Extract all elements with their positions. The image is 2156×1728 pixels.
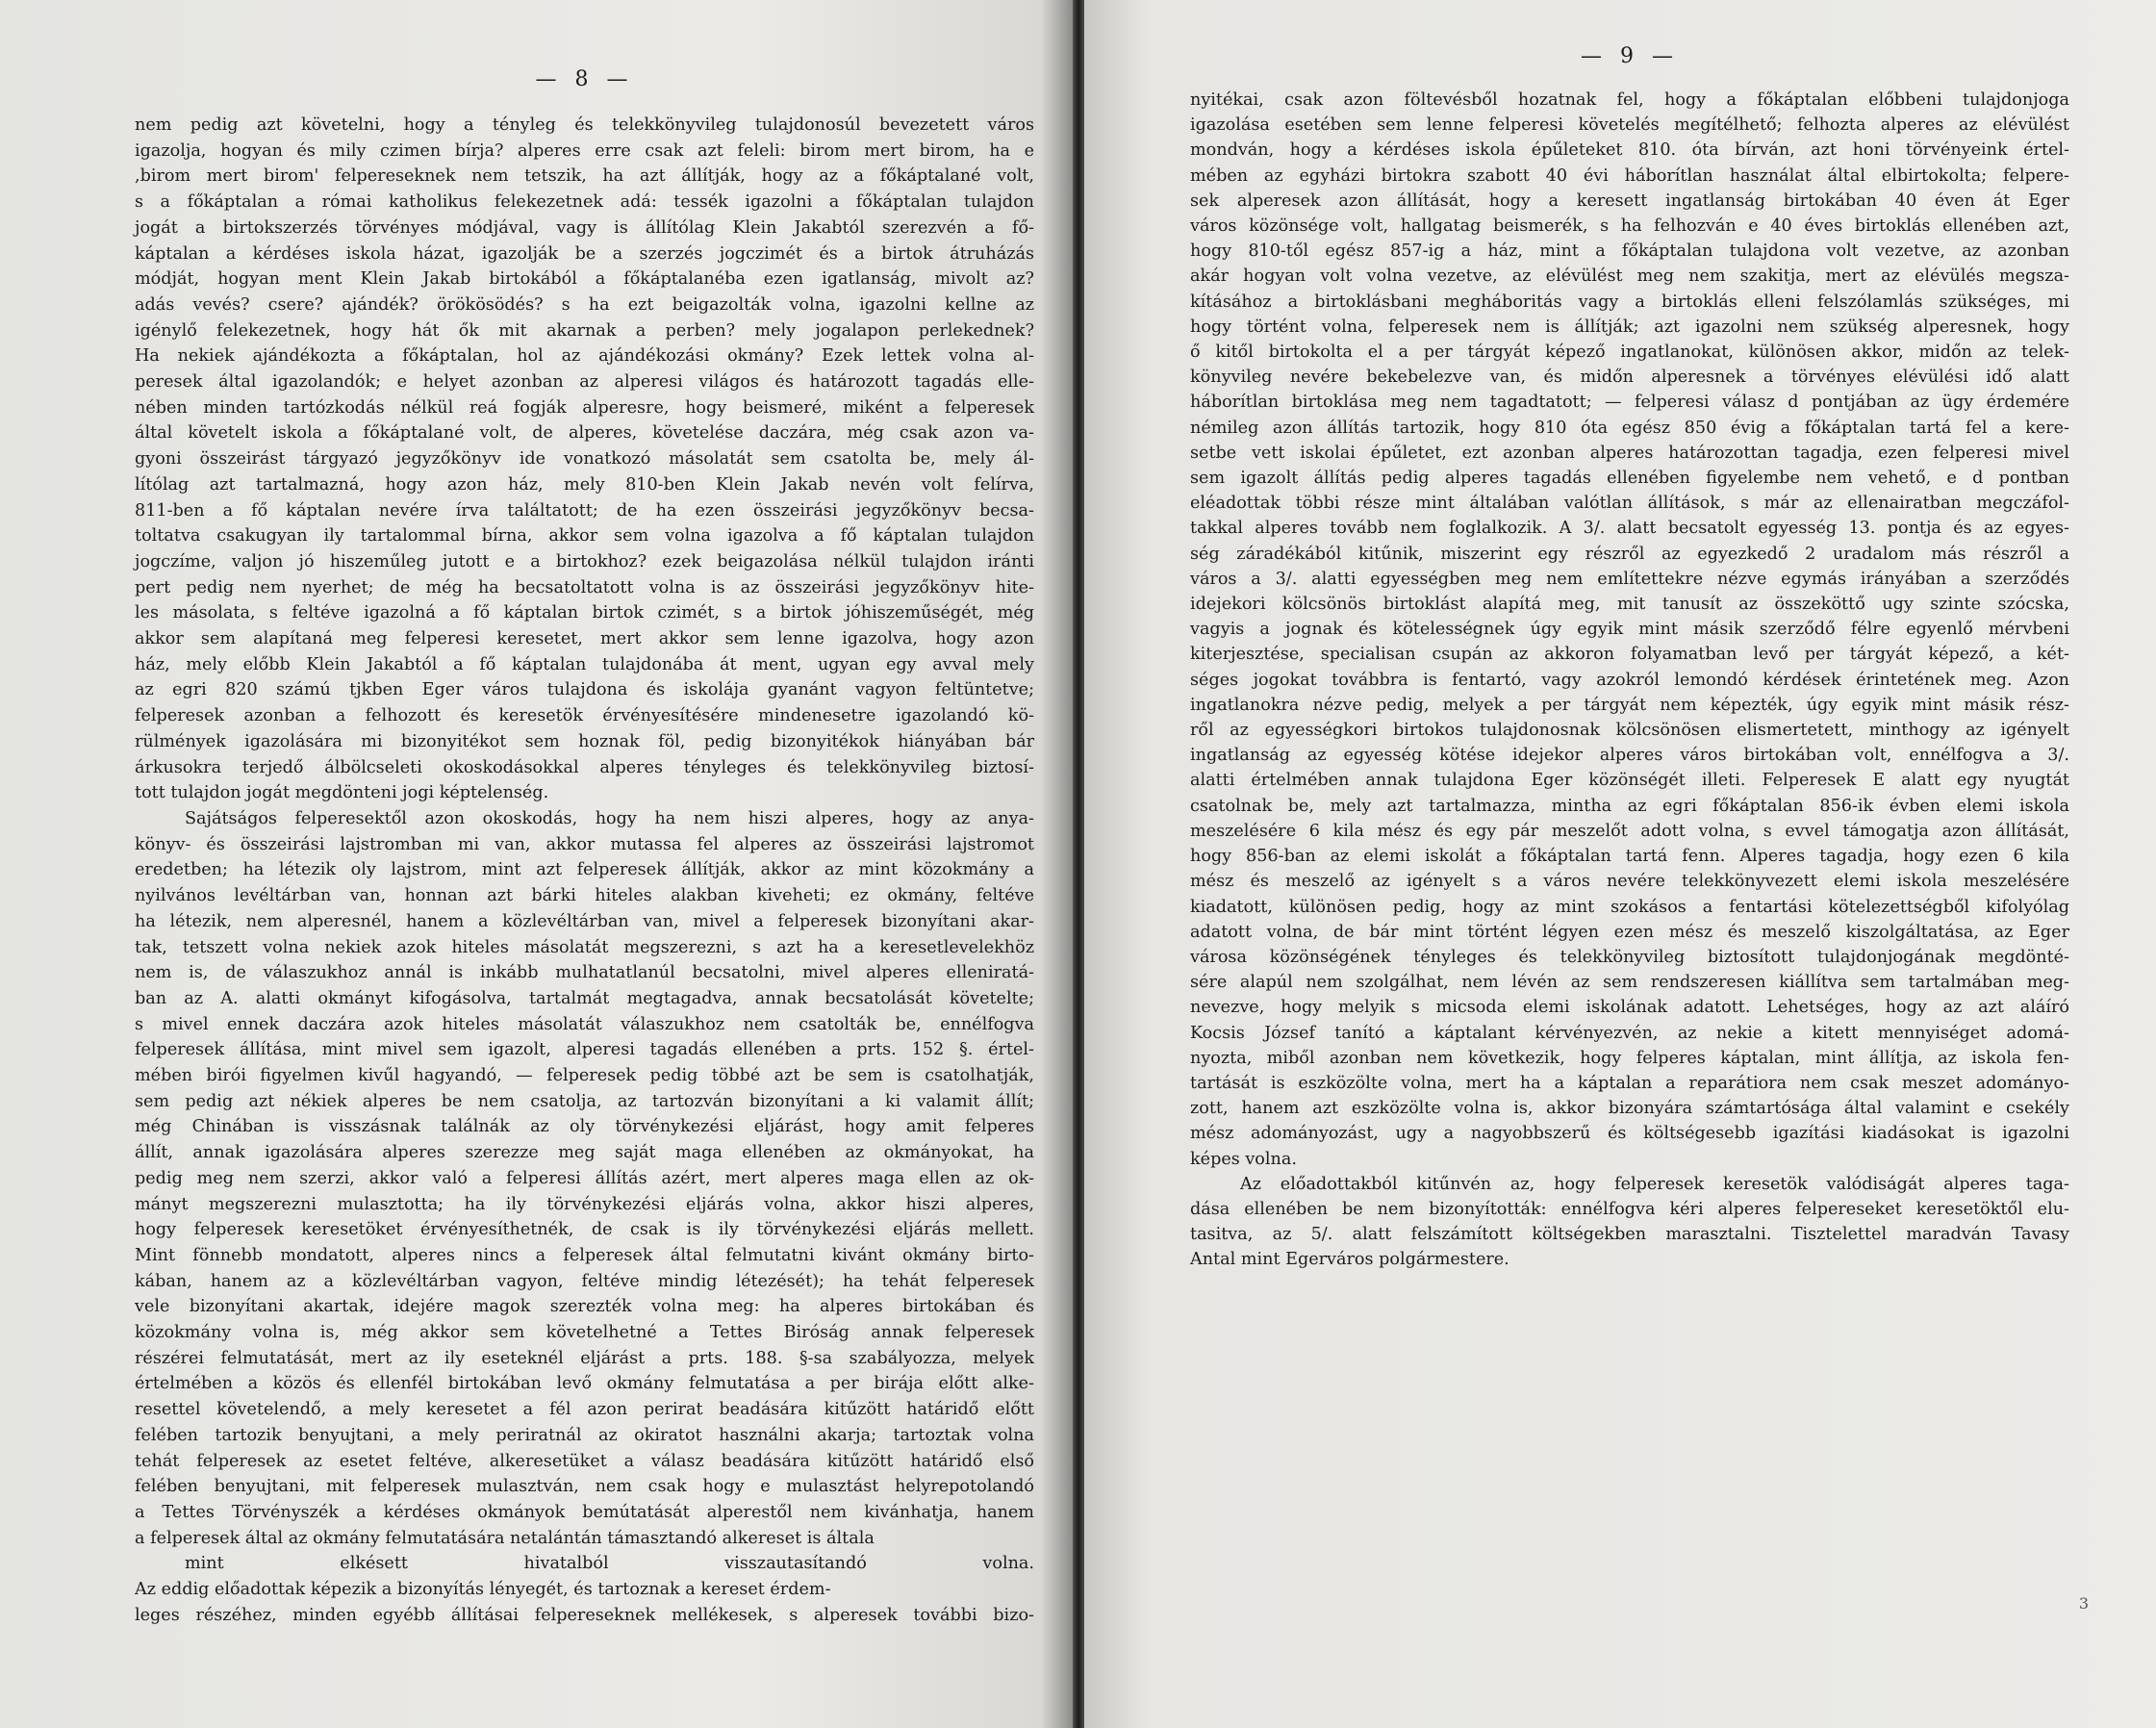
text-line: rülmények igazolására mi bizonyitékot sem hoznak föl, pedig bizonyitékok hiányában bár xyxy=(135,731,1034,751)
text-line: vele bizonyítani akartak, idejére magok szerezték volna meg: ha alperes birtokában és xyxy=(135,1297,1034,1317)
text-line: igénylő felekezetnek, hogy hát ők mit akarnak a perben? mely jogalapon perlekednek? xyxy=(135,320,1034,341)
text-line: sem igazolt állítás pedig alperes tagadás ellenében figyelembe nem vehető, e d pontban xyxy=(1190,469,2069,489)
text-line: mint elkésett hivatalból visszautasítandó volna. xyxy=(185,1554,1034,1574)
text-line: kában, hanem az a közlevéltárban vagyon, feltéve mindig létezését); ha tehát felperesek xyxy=(135,1271,1034,1291)
text-line: Mint fönnebb mondatott, alperes nincs a felperesek által felmutatni kivánt okmány birto- xyxy=(135,1245,1034,1265)
text-line: nyilvános levéltárban van, honnan azt bárki hiteles alakban kiveheti; ez okmány, feltéve xyxy=(135,886,1034,906)
text-line: akkor sem alapítaná meg felperesi keresetet, mert akkor sem lenne igazolva, hogy azon xyxy=(135,629,1034,649)
text-line: nevezve, hogy melyik s micsoda elemi iskolának adatott. Lehetséges, hogy az azt aláíró xyxy=(1190,998,2069,1018)
text-line: felperesek azonban a felhozott és keresetök érvényesítésére mindenesetre igazolandó kö- xyxy=(135,706,1034,726)
text-line: tartását is eszközölte volna, mert ha a káptalan a reparátiora nem csak meszet adományo- xyxy=(1190,1073,2069,1093)
right-page-text xyxy=(1190,88,2069,1273)
text-line: sek alperesek azon állítását, hogy a keresett ingatlanság birtokában 40 éven át Eger xyxy=(1190,191,2069,211)
text-line: kiterjesztése, specialisan csupán az akkoron folyamatban levő per tárgyát képező, a két- xyxy=(1190,645,2069,665)
text-line: mész adományozást, ugy a nagyobbszerű és költségesebb igazítási kiadásokat is igazolni xyxy=(1190,1124,2069,1144)
left-page xyxy=(0,0,1073,1728)
text-line: hogy történt volna, felperesek nem is állítják; azt igazolni nem szükség alperesnek, hogy xyxy=(1190,317,2069,337)
text-line: zott, hanem azt eszközölte volna is, akkor bizonyára számtartósága által valamint e csekély xyxy=(1190,1099,2069,1119)
text-line: hogy 810-től egész 857-ig a ház, mint a főkáptalan tulajdona volt vezetve, az azonban xyxy=(1190,241,2069,262)
text-line: képes volna. xyxy=(1190,1149,1297,1169)
text-line: igazolása esetében sem lenne felperesi követelés megítélhető; felhozta alperes az elévülést xyxy=(1190,115,2069,136)
text-line: sem pedig azt nékiek alperes be nem csatolja, az tartozván bizonyítani a ki valamit állít; xyxy=(135,1091,1034,1111)
page-number-right: — 9 — xyxy=(1581,44,1679,68)
text-line: jogát a birtokszerzés törvényes módjával, vagy is állítólag Klein Jakabtól szerezvén a fő- xyxy=(135,217,1034,238)
text-line: háborítlan birtoklása meg nem tagadtatott; — felperesi válasz d pontjában az ügy érdemére xyxy=(1190,393,2069,413)
text-line: árkusokra terjedő álbölcseleti okoskodásokkal alperes tényleges és telekkönyvileg biztosí- xyxy=(135,757,1034,777)
text-line: meszelésére 6 kila mész és egy pár meszelőt adott volna, s evvel támogatja azon állítását, xyxy=(1190,821,2069,841)
text-line: még Chinában is visszásnak találnák az oly törvénykezési eljárást, hogy amit felperes xyxy=(135,1117,1034,1137)
text-line: város a 3/. alatti egyességben meg nem említettekre nézve egymás irányában a szerződés xyxy=(1190,569,2069,589)
text-line: ő kitől birtokolta el a per tárgyát képező ingatlanokat, különösen akkor, midőn az telek- xyxy=(1190,343,2069,363)
text-line: Sajátságos felperesektől azon okoskodás, hogy ha nem hiszi alperes, hogy az anya- xyxy=(185,808,1034,828)
text-line: vagyis a jognak és kötelességnek úgy egyik mint másik szerződő félre egyenlő mérvbeni xyxy=(1190,620,2069,640)
text-line: Kocsis József tanító a káptalant kérvényezvén, az nekie a kitett mennyiséget adomá- xyxy=(1190,1023,2069,1043)
text-line: eléadottak többi része mint általában valótlan állítások, s már az ellenairatban megczáfol- xyxy=(1190,494,2069,514)
text-line: peresek által igazolandók; e helyet azonban az alperesi világos és határozott tagadás elle- xyxy=(135,372,1034,393)
text-line: tak, tetszett volna nekiek azok hiteles másolatát megszerezni, s azt ha a keresetlevelekhöz xyxy=(135,937,1034,957)
text-line: toltatva csakugyan ily tartalommal bírna, akkor sem volna igazolva a fő káptalan tulajdon xyxy=(135,526,1034,546)
text-line: dása ellenében be nem bizonyították: ennélfogva kéri alperes felpereseket keresetöktől elu- xyxy=(1190,1199,2069,1219)
text-line: ről az egyességkori birtokos tulajdonosnak kölcsönösen elismertetett, minthogy az igényelt xyxy=(1190,721,2069,741)
text-line: mében az egyházi birtokra szabott 40 évi háborítlan használat által elbirtokolta; felpere- xyxy=(1190,165,2069,186)
text-line: jogczíme, valjon jó hiszeműleg jutott e a birtokhoz? ezek beigazolása nélkül tulajdon iránti xyxy=(135,551,1034,572)
text-line: az egri 820 számú tjkben Eger város tulajdona és iskolája gyanánt vagyon feltüntetve; xyxy=(135,680,1034,700)
text-line: tehát felperesek az esetet feltéve, alkeresetüket a válasz beadására kitűzött határidő első xyxy=(135,1451,1034,1471)
text-line: resettel követelendő, a mely keresetet a fél azon perirat beadására kitűzött határidő előtt xyxy=(135,1400,1034,1420)
text-line: felperesek állítása, mint mivel sem igazolt, alperesi tagadás ellenében a prts. 152 §. értel- xyxy=(135,1040,1034,1060)
text-line: könyvileg nevére bekebelezve van, és midőn alperesnek a törvényes elévülési idő alatt xyxy=(1190,368,2069,388)
text-line: sére alapúl nem szolgálhat, nem lévén az sem rendszeresen kiállítva sem tartalmában meg- xyxy=(1190,973,2069,993)
text-line: káptalan a kérdéses iskola házat, igazolják be a szerzés jogczimét és a birtok átruházás xyxy=(135,243,1034,264)
text-line: s mivel ennek daczára azok hiteles másolatát válaszukhoz nem csatolták be, ennélfogva xyxy=(135,1014,1034,1034)
text-line: felében benyujtani, mit felperesek mulasztván, nem csak hogy e mulasztást helyrepotolandó xyxy=(135,1477,1034,1497)
text-line: lítólag azt tartalmazná, hogy azon ház, mely 810-ben Klein Jakab nevén volt felírva, xyxy=(135,474,1034,495)
text-line: módját, hogyan ment Klein Jakab birtokából a főkáptalanéba ezen igatlanság, mivolt az? xyxy=(135,269,1034,290)
text-line: akár hogyan volt volna vezetve, az elévülést meg nem szakitja, mert az elévülés megsza- xyxy=(1190,267,2069,287)
text-line: közokmány volna is, még akkor sem követelhetné a Tettes Biróság annak felperesek xyxy=(135,1323,1034,1343)
text-line: nében minden tartózkodás nélkül reá fogják alperesre, hogy beismeré, miként a felperesek xyxy=(135,397,1034,418)
text-line: csatolnak be, mely azt tartalmazza, mintha az egri főkáptalan 856-ik évben elemi iskola xyxy=(1190,796,2069,816)
page-number-left: — 8 — xyxy=(535,67,634,91)
text-line: gyoni összeirást tárgyazó jegyzőkönyv ide vonatkozó másolatát sem csatolta be, mely ál- xyxy=(135,449,1034,470)
text-line: tott tulajdon jogát megdönteni jogi képtelenség. xyxy=(135,783,549,803)
right-page xyxy=(1084,0,2156,1728)
text-line: adatott volna, de bár mint történt légyen ezen mész és meszelő kiszolgáltatása, az Eger xyxy=(1190,922,2069,942)
text-line: tasitva, az 5/. alatt felszámított költségekben marasztalni. Tisztelettel maradván Tavasy xyxy=(1190,1225,2069,1245)
text-line: ség záradékából kitűnik, miszerint egy részről az egyezkedő 2 uradalom más részről a xyxy=(1190,544,2069,564)
text-line: igazolja, hogyan és mily czimen bírja? alperes erre csak azt feleli: birom mert birom, ha e xyxy=(135,140,1034,161)
text-line: mondván, hogy a kérdéses iskola épűleteket 810. óta bírván, azt honi törvényeink értel- xyxy=(1190,140,2069,161)
text-line: kiadatott, különösen pedig, hogy az mint szokásos a fentartási kötelezettségből kifolyólag xyxy=(1190,897,2069,917)
text-line: városa közönségének tényleges és telekkönyvileg biztosított tulajdonjogának megdönté- xyxy=(1190,947,2069,967)
text-line: nem is, de válaszukhoz annál is inkább mulhatatlanúl becsatolni, mivel alperes elleniratá- xyxy=(135,963,1034,983)
text-line: város közönsége volt, hallgatag beismerék, s ha felhozván e 40 éves birtoklás ellenében azt, xyxy=(1190,216,2069,237)
text-line: ingatlanokra nézve pedig, melyek a per tárgyát nem képezték, úgy egyik mint másik rész- xyxy=(1190,695,2069,715)
text-line: mányt megszerezni mulasztotta; ha ily törvénykezési eljárás volna, akkor hiszi alperes, xyxy=(135,1194,1034,1214)
text-line: Az előadottakból kitűnvén az, hogy felperesek keresetök valódiságát alperes taga- xyxy=(1240,1174,2069,1194)
left-page-text xyxy=(135,113,1034,1628)
text-line: setbe vett iskolai épűletet, ezt azonban alperes határozottan tagadja, ezen felperesi mivel xyxy=(1190,443,2069,463)
text-line: Ha nekiek ajándékozta a főkáptalan, hol az ajándékozási okmány? Ezek lettek volna al- xyxy=(135,346,1034,367)
text-line: némileg azon állítás tartozik, hogy 810 óta egész 850 évig a főkáptalan tartá fel a kere- xyxy=(1190,418,2069,438)
text-line: a felperesek által az okmány felmutatására netalántán támasztandó alkereset is általa xyxy=(135,1528,875,1548)
text-line: részérei felmutatását, mert az ily eseteknél eljárást a prts. 188. §-sa szabályozza, melyek xyxy=(135,1348,1034,1368)
text-line: nem pedig azt követelni, hogy a tényleg és telekkönyvileg tulajdonosúl bevezetett város xyxy=(135,115,1034,135)
text-line: s a főkáptalan a római katholikus felekezetnek adá: tessék igazolni a főkáptalan tulajdon xyxy=(135,192,1034,213)
text-line: pert pedig nem nyerhet; de még ha becsatoltatott volna is az összeirási jegyzőkönyv hite- xyxy=(135,577,1034,597)
text-line: Az eddig előadottak képezik a bizonyítás lényegét, és tartoznak a kereset érdem- xyxy=(135,1580,831,1600)
text-line: nyozta, miből azonban nem következik, hogy felperes káptalan, mint állítja, az iskola fen- xyxy=(1190,1048,2069,1068)
text-line: nyitékai, csak azon föltevésből hozatnak fel, hogy a főkáptalan előbbeni tulajdonjoga xyxy=(1190,90,2069,110)
text-line: adás vevés? csere? ajándék? örökösödés? s ha ezt beigazolták volna, igazolni kellne az xyxy=(135,294,1034,315)
text-line: mész és meszelő az igényelt s a város nevére telekkönyvezett elemi iskola meszelésére xyxy=(1190,872,2069,892)
text-line: ha létezik, nem alperesnél, hanem a közlevéltárban van, mivel a felperesek bizonyítani akar- xyxy=(135,911,1034,931)
book-gutter xyxy=(1073,0,1084,1728)
text-line: eredetben; ha létezik oly lajstrom, mint azt felperesek állítják, akkor az mint közokmány a xyxy=(135,860,1034,880)
text-line: mében birói figyelmen kivűl hagyandó, — felperesek pedig többé azt be sem is csatolhatják, xyxy=(135,1066,1034,1086)
text-line: felében tartozik benyujtani, a mely periratnál az okiratot használni akarja; tartoztak volna xyxy=(135,1425,1034,1445)
text-line: kításához a birtoklásbani megháboritás vagy a birtoklás elleni felszólamlás szükséges, mi xyxy=(1190,292,2069,312)
signature-mark: 3 xyxy=(2078,1594,2089,1613)
text-line: 811-ben a fő káptalan nevére írva találtatott; de ha ezen összeirási jegyzőkönyv becsa- xyxy=(135,500,1034,521)
text-line: pedig meg nem szerzi, akkor való a felperesi állítás azért, mert alperes maga ellen az ok- xyxy=(135,1168,1034,1188)
text-line: hogy felperesek keresetöket érvényesíthetnék, de csak is ily törvénykezési eljárás mellett. xyxy=(135,1220,1034,1240)
text-line: ban az A. alatti okmányt kifogásolva, tartalmát megtagadva, annak becsatolását követelte; xyxy=(135,988,1034,1008)
text-line: hogy 856-ban az elemi iskolát a főkáptalan tartá fenn. Alperes tagadja, hogy ezen 6 kila xyxy=(1190,847,2069,867)
text-line: leges részéhez, minden egyébb állításai felpereseknek mellékesek, s alperesek további bizo- xyxy=(135,1605,1034,1625)
text-line: ház, mely előbb Klein Jakabtól a fő káptalan tulajdonába át ment, ugyan egy avval mely xyxy=(135,654,1034,674)
text-line: állít, annak igazolására alperes szerezze meg saját maga ellenében az okmányokat, ha xyxy=(135,1143,1034,1163)
text-line: könyv- és összeirási lajstromban mi van, akkor mutassa fel alperes az összeirási lajstromot xyxy=(135,834,1034,854)
text-line: Antal mint Egerváros polgármestere. xyxy=(1190,1250,1509,1270)
text-line: által követelt iskola a főkáptalané volt, de alperes, követelése daczára, még csak azon va- xyxy=(135,423,1034,444)
text-line: ingatlanság az egyesség kötése idejekor alperes város birtokában volt, ennélfogva a 3/. xyxy=(1190,746,2069,766)
text-line: séges jogokat továbbra is fentartó, vagy azokról lemondó kérdések érintetének meg. Azon xyxy=(1190,670,2069,690)
text-line: idejekori kölcsönös birtoklást alapítá meg, mit tanusít az összeköttő ugy szinte szócska, xyxy=(1190,595,2069,615)
text-line: alatti értelmében annak tulajdona Eger közönségét illeti. Felperesek E alatt egy nyugtát xyxy=(1190,771,2069,791)
text-line: ,birom mert birom' felpereseknek nem tetszik, ha azt állítják, hogy az a főkáptalané volt, xyxy=(135,166,1034,187)
text-line: les másolata, s feltéve igazolná a fő káptalan birtok czimét, s a birtok jóhiszeműségét, még xyxy=(135,603,1034,623)
text-line: takkal alperes tovább nem foglalkozik. A 3/. alatt becsatolt egyesség 13. pontja és az egyes- xyxy=(1190,519,2069,539)
text-line: értelmében a közös és ellenfél birtokában levő okmány felmutatása a per birája előtt alke- xyxy=(135,1374,1034,1394)
text-line: a Tettes Törvényszék a kérdéses okmányok bemútatását alperestől nem kivánhatja, hanem xyxy=(135,1502,1034,1522)
